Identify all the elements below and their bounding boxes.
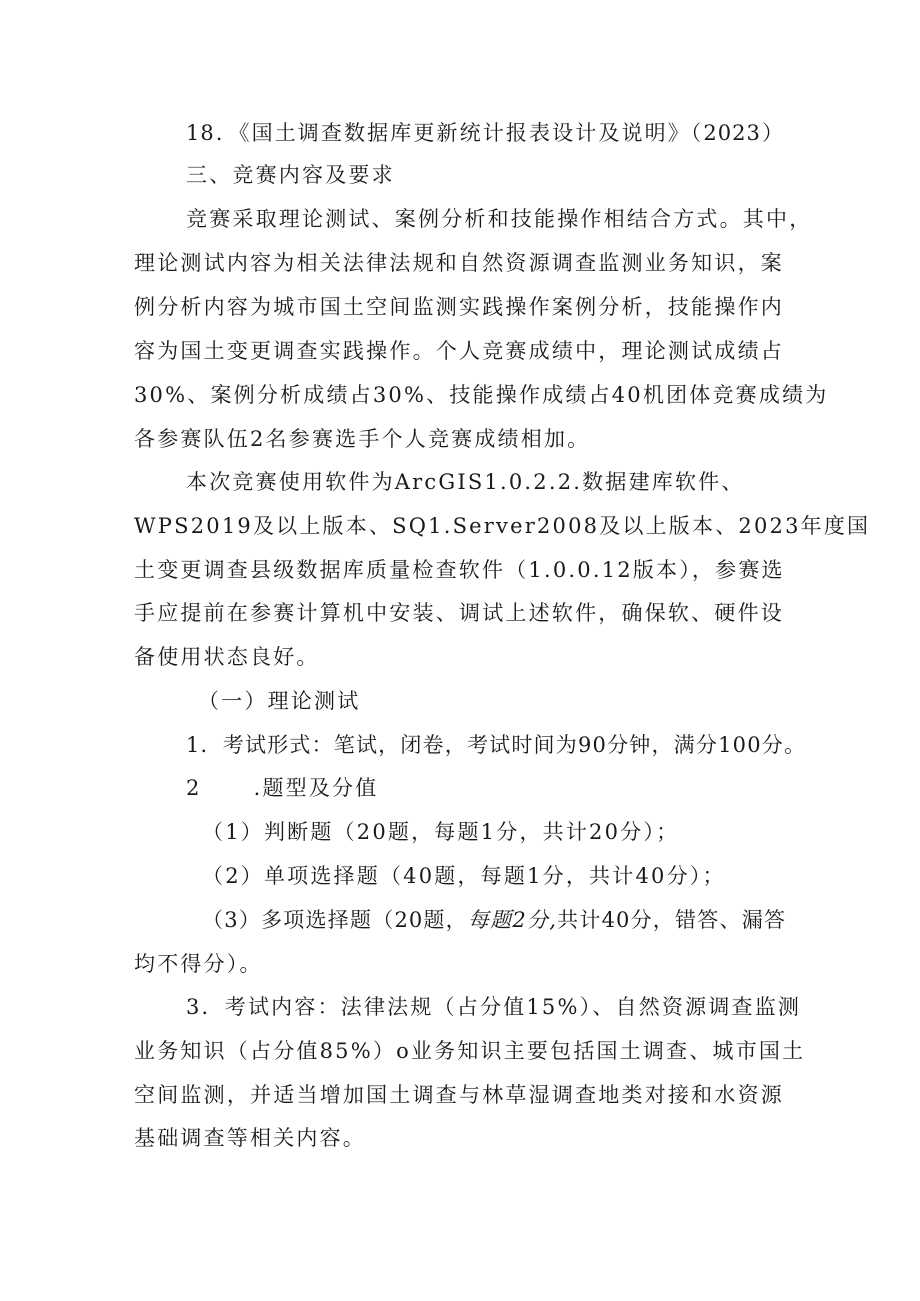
- list-item-2-text: .题型及分值: [253, 776, 379, 800]
- list-item-2: [186, 773, 378, 803]
- sub-list-item-3-part1: （3）多项选择题（20题，: [202, 908, 468, 932]
- paragraph-line: 30%、案例分析成绩占30%、技能操作成绩占40机团体竞赛成绩为: [134, 383, 829, 407]
- list-item-2-number: 2: [186, 776, 202, 800]
- paragraph-line: 土变更调查县级数据库质量检查软件（1.0.0.12版本），参赛选: [134, 558, 785, 582]
- paragraph-line: 基础调查等相关内容。: [134, 1126, 366, 1150]
- section-heading-3: 三、竞赛内容及要求: [186, 163, 395, 187]
- sub-list-item-2: （2）单项选择题（40题，每题1分，共计40分）；: [202, 864, 726, 888]
- paragraph-line: 例分析内容为城市国土空间监测实践操作案例分析，技能操作内: [134, 295, 784, 319]
- reference-item-18: 18．《国土调查数据库更新统计报表设计及说明》（2023）: [186, 121, 784, 145]
- list-item-3: 3．考试内容：法律法规（占分值15%）、自然资源调查监测: [186, 995, 802, 1019]
- paragraph-line: 手应提前在参赛计算机中安装、调试上述软件，确保软、硬件设: [134, 601, 784, 625]
- paragraph-line: 竞赛采取理论测试、案例分析和技能操作相结合方式。其中，: [186, 207, 813, 231]
- paragraph-line: 本次竞赛使用软件为ArcGIS1.0.2.2.数据建库软件、: [186, 470, 745, 494]
- sub-list-item-3-part3: 共计40分，错答、漏答: [556, 908, 786, 932]
- paragraph-line: 备使用状态良好。: [134, 645, 320, 669]
- paragraph-line: WPS2019及以上版本、SQ1.Server2008及以上版本、2023年度国: [134, 514, 871, 538]
- paragraph-line: 理论测试内容为相关法律法规和自然资源调查监测业务知识，案: [134, 251, 784, 275]
- paragraph-line: 均不得分）。: [134, 952, 263, 976]
- subsection-heading-1: （一）理论测试: [198, 689, 361, 713]
- paragraph-line: 各参赛队伍2名参赛选手个人竞赛成绩相加。: [134, 427, 591, 451]
- paragraph-line: 容为国土变更调查实践操作。个人竞赛成绩中，理论测试成绩占: [134, 339, 784, 363]
- paragraph-line: 业务知识（占分值85%）o业务知识主要包括国土调查、城市国土: [134, 1039, 806, 1063]
- list-item-1: 1．考试形式：笔试，闭卷，考试时间为90分钟，满分100分。: [186, 733, 807, 757]
- sub-list-item-1: （1）判断题（20题，每题1分，共计20分）；: [202, 820, 680, 844]
- paragraph-line: 空间监测，并适当增加国土调查与林草湿调查地类对接和水资源: [134, 1083, 784, 1107]
- sub-list-item-3-part2: 每题2分,: [467, 908, 557, 932]
- sub-list-item-3: [202, 905, 786, 935]
